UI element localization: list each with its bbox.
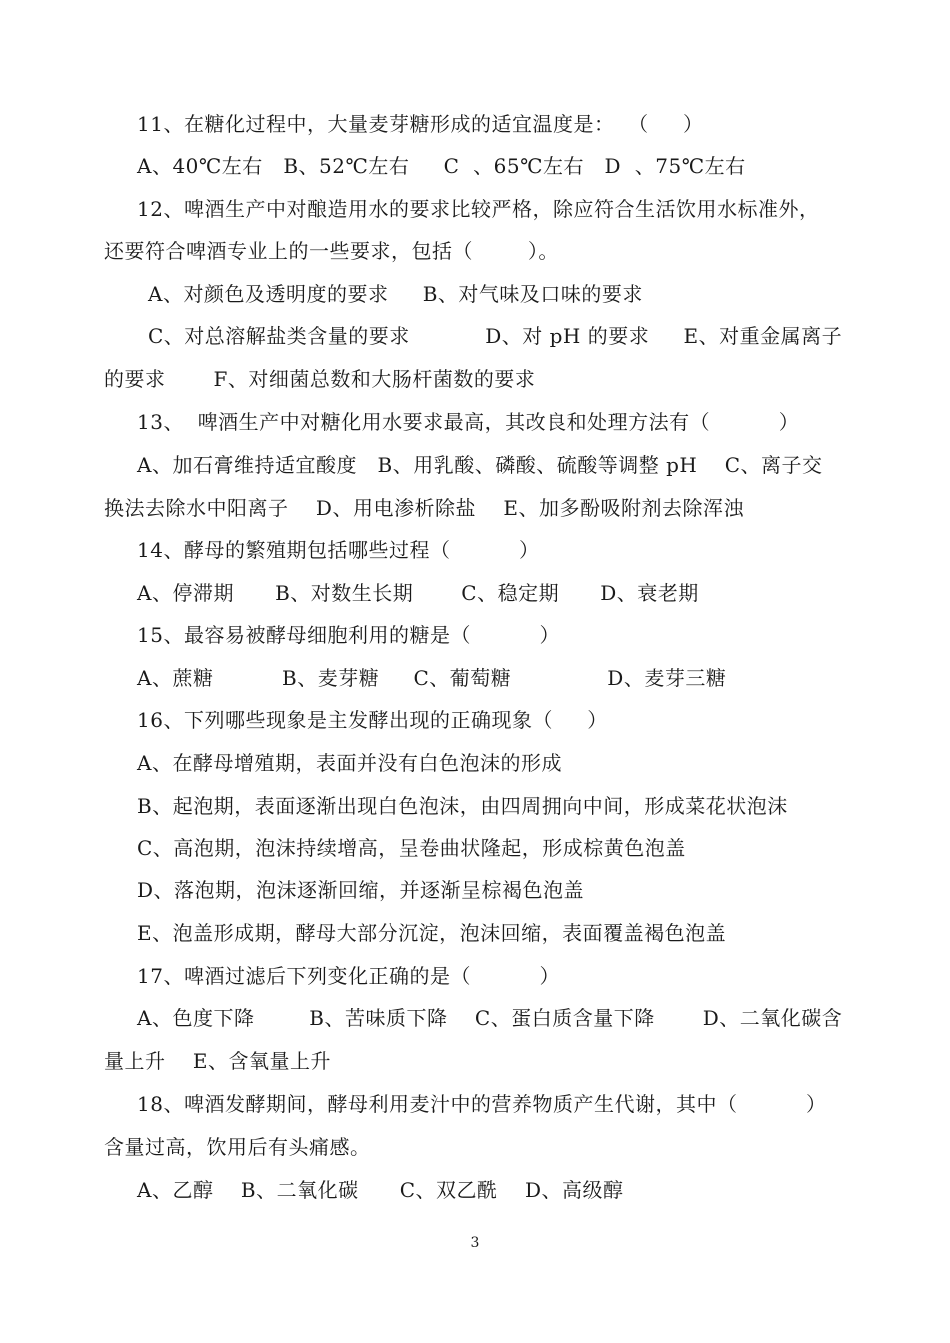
q13-question: 13、 啤酒生产中对糖化用水要求最高，其改良和处理方法有（ ）: [137, 410, 800, 434]
q15-question: 15、最容易被酵母细胞利用的糖是（ ）: [137, 623, 561, 647]
q12-question-cont: 还要符合啤酒专业上的一些要求，包括（ ）。: [104, 239, 559, 263]
q14-options: A、停滞期 B、对数生长期 C、稳定期 D、衰老期: [137, 581, 699, 605]
q17-question: 17、啤酒过滤后下列变化正确的是（ ）: [137, 964, 561, 988]
q16-option-c: C、高泡期，泡沫持续增高，呈卷曲状隆起，形成棕黄色泡盖: [137, 836, 686, 860]
q12-question: 12、啤酒生产中对酿造用水的要求比较严格，除应符合生活饮用水标准外，: [137, 197, 820, 221]
q12-options-f: 的要求 F、对细菌总数和大肠杆菌数的要求: [104, 367, 536, 391]
page-number: 3: [470, 1235, 480, 1251]
q16-option-d: D、落泡期，泡沫逐渐回缩，并逐渐呈棕褐色泡盖: [137, 878, 585, 902]
q14-question: 14、酵母的繁殖期包括哪些过程（ ）: [137, 538, 540, 562]
q11-options: A、40℃左右 B、52℃左右 C 、65℃左右 D 、75℃左右: [137, 154, 746, 178]
q18-question-cont: 含量过高，饮用后有头痛感。: [104, 1135, 371, 1159]
q16-option-a: A、在酵母增殖期，表面并没有白色泡沫的形成: [137, 751, 562, 775]
q16-option-e: E、泡盖形成期，酵母大部分沉淀，泡沫回缩，表面覆盖褐色泡盖: [137, 921, 727, 945]
q12-options-ab: A、对颜色及透明度的要求 B、对气味及口味的要求: [148, 282, 643, 306]
q18-options: A、乙醇 B、二氧化碳 C、双乙酰 D、高级醇: [137, 1178, 624, 1202]
q16-option-b: B、起泡期，表面逐渐出现白色泡沫，由四周拥向中间，形成菜花状泡沫: [137, 794, 788, 818]
q18-question: 18、啤酒发酵期间，酵母利用麦汁中的营养物质产生代谢，其中（ ）: [137, 1092, 827, 1116]
q13-options-cont: 换法去除水中阳离子 D、用电渗析除盐 E、加多酚吸附剂去除浑浊: [104, 496, 744, 520]
q17-options-cont: 量上升 E、含氧量上升: [104, 1049, 332, 1073]
q16-question: 16、下列哪些现象是主发酵出现的正确现象（ ）: [137, 708, 608, 732]
q15-options: A、蔗糖 B、麦芽糖 C、葡萄糖 D、麦芽三糖: [137, 666, 727, 690]
q12-options-cde: C、对总溶解盐类含量的要求 D、对 pH 的要求 E、对重金属离子: [148, 324, 843, 348]
q11-question: 11、在糖化过程中，大量麦芽糖形成的适宜温度是： （ ）: [137, 112, 704, 136]
q17-options: A、色度下降 B、苦味质下降 C、蛋白质含量下降 D、二氧化碳含: [137, 1006, 843, 1030]
q13-options: A、加石膏维持适宜酸度 B、用乳酸、磷酸、硫酸等调整 pH C、离子交: [137, 453, 823, 477]
